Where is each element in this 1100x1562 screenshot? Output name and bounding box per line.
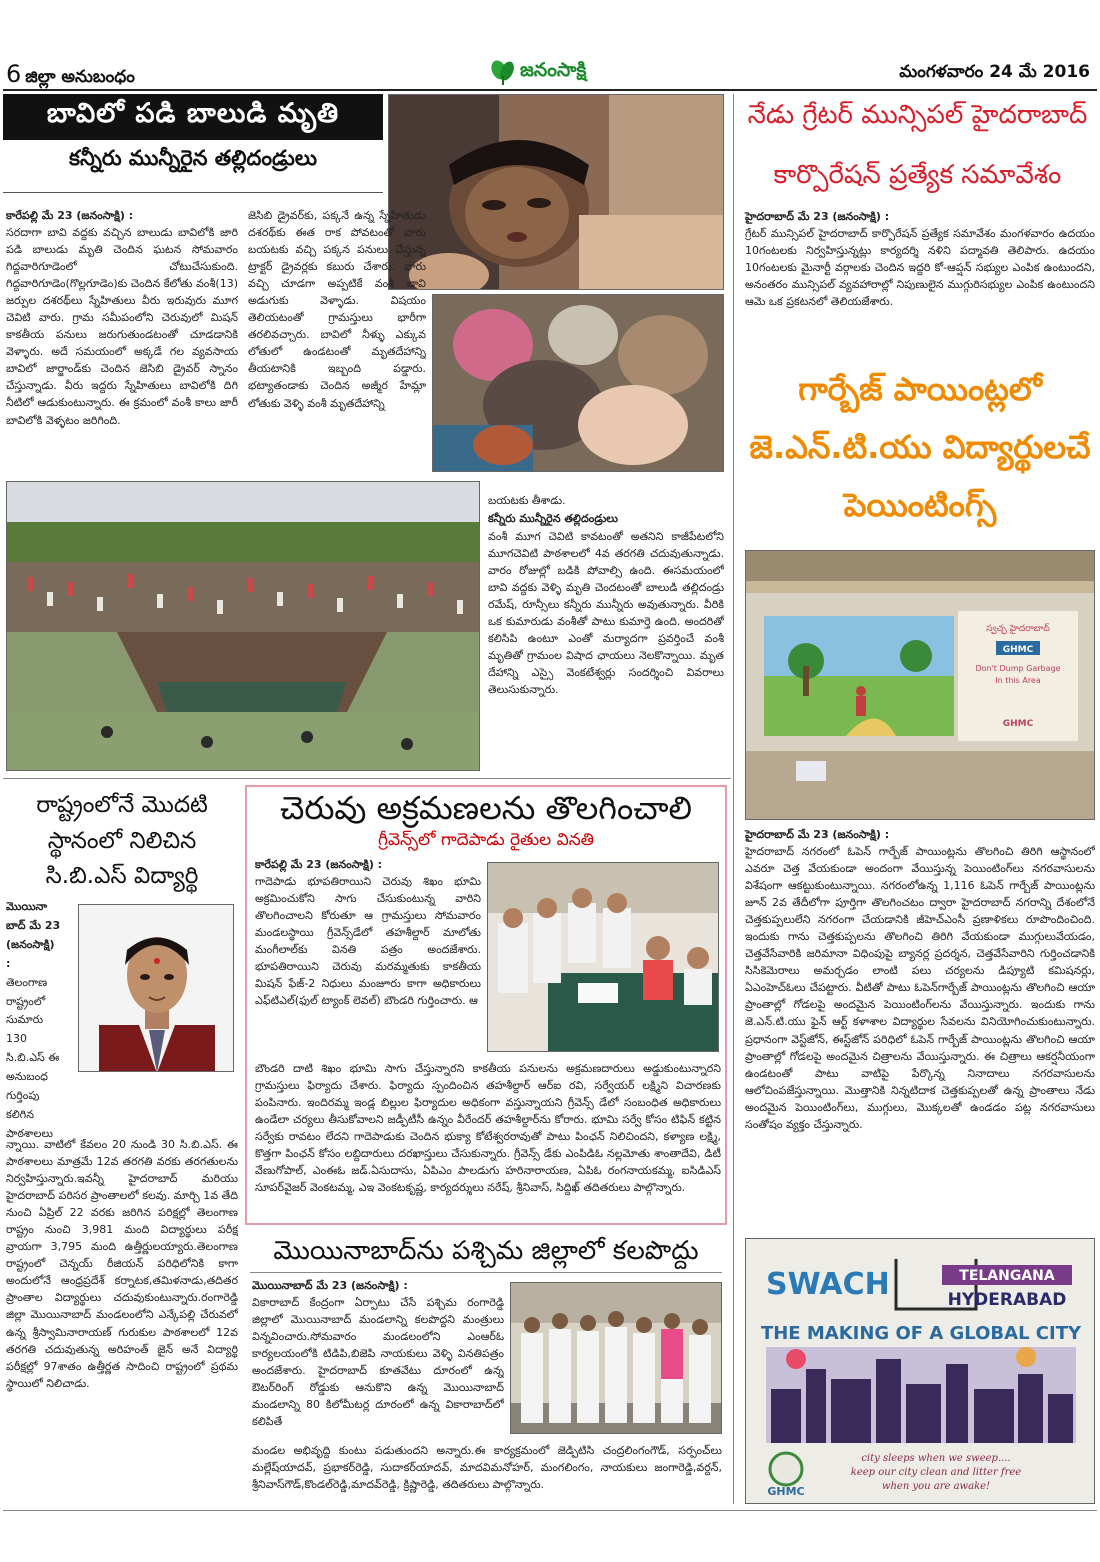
leaf-logo-icon — [490, 58, 516, 86]
ghmc-logo-text: GHMC — [767, 1485, 805, 1498]
lead-body-col2: జెసిబి డ్రైవర్‌కు, పక్కనే ఉన్న స్నేహితుడు దశరథ్‌కు ఈత రాక పోవటంతో వారు బయటకు వచ్చి పక్కన పనులు చేస్తున్న ట్రాక్టర్ డ్రైవర్లకు కబురు చేశారు. వారు వచ్చి చూడగా అప్పటికే వంశీ బావి అడుగుకు వెళ్ళాడు. విషయం తెలియటంతో గ్రామస్తులు భారీగా తరలివచ్చారు. బావిలో నీళ్ళు ఎక్కువ లోతులో ఉండటంతో మృతదేహాన్ని తీయటానికి ఇబ్బంది పడ్డారు. భట్యాతండాకు చెందిన అజ్మీర హేమ్లా లోతుకు వెళ్ళి వంశీ మృతదేహాన్ని — [248, 209, 426, 410]
column-divider — [733, 94, 734, 1504]
lead-body-col3: వంశీ మూగ చెవిటి కావటంతో అతనిని కాజీపేటలోని మూగచెవిటి పాఠశాలలో 4వ తరగతి చదువుతున్నాడు. వారం రోజుల్లో బడికి పోవాల్సి ఉంది. ఈసమయంలో బావి వద్దకు వెళ్ళి మృతి చెందటంతో బాలుడి తల్లిదండ్రు రమేష్, రూన్సీలు కన్నీరు మున్నీరు అవుతున్నారు. వీరికి ఒక కుమారుడు వంశీతో పాటు కుమార్తె ఉంది. అందరితో కలిసిపి ఉంటూ ఎంతో మర్యాదగా ప్రవర్తించే వంశీ మృతితో గ్రామంల విషాద ఛాయలు నెలకొన్నాయి. మృత దేహాన్ని ఎస్సై వెంకటేశ్వర్లు సందర్శించి వివరాలు తెలుసుకున్నారు. — [488, 530, 724, 697]
section-name: జిల్లా అనుబంధం — [25, 67, 135, 87]
painting-headline-line3: పెయింటింగ్స్ — [843, 486, 997, 524]
masthead-logo — [490, 56, 610, 88]
telangana-word: TELANGANA — [959, 1268, 1055, 1284]
ghmc-headline-line1: నేడు గ్రేటర్ మున్సిపల్ హైదరాబాద్ — [747, 100, 1088, 130]
slogan-line3: when you are awake! — [881, 1481, 991, 1492]
lead-photo-boy — [388, 94, 724, 290]
lead-headline: బావిలో పడి బాలుడి మృతి — [3, 94, 383, 140]
lead-photo-mourners — [432, 294, 724, 472]
cbse-side-text: మొయినా బాద్ మే 23 (జనంసాక్షి) : తెలంగాణ రాష్ట్రంలో సుమారు 130 సి.బి.ఎస్ ఈ అనుబంధ గుర్తింపు కలిగిన పాఠశాలలు — [6, 900, 61, 1140]
lead-subhead: కన్నీరు మున్నీరైన తల్లిదండ్రులు — [69, 146, 317, 170]
footer-rule — [3, 1510, 1097, 1511]
cbse-headline-line3: సి.బి.ఎస్ విద్యార్థి — [45, 863, 199, 890]
mural-ghmc-badge: GHMC — [1002, 645, 1034, 655]
mural-title: స్వచ్ఛ హైదరాబాద్ — [986, 624, 1050, 634]
lead-body-col1: సరదాగా బావి వద్దకు వచ్చిన బాలుడు బావిలోకి జారి పడి బాలుడు మృతి చెందిన ఘటన సోమవారం గిద్దవారిగూడెంలో చోటుచేసుకుంది. గిద్దవారిగూడెం(గొల్లగూడెం)కు చెందిన కేలోతు వంశీ(13) జర్పుల దశరథ్‌లు స్నేహితులు వీరు ఇరువురు మూగ చెవిటి వారు. గ్రామ సమీపంలోని చెరువులో మిషన్ కాకతీయ పనులు జరుగుతుండటంతో చూడడానికి వెళ్ళారు. అదే సమయంలో అక్కడే గల వ్యవసాయ బావిలో జార్జాండ్‌కు చెందిన జెసిబి డ్రైవర్ స్నానం చేస్తున్నాడు. వీరు ఇద్దరు స్నేహితులు బావిలోకి దిగి నీటిలో ఆడుకుంటున్నారు. ఈ క్రమంలో వంశీ కాలు జారీ బావిలోకి వెళ్ళటం జరిగింది. — [6, 226, 238, 427]
global-city-tagline: THE MAKING OF A GLOBAL CITY — [760, 1323, 1082, 1344]
hyderabad-word: HYDERABAD — [947, 1290, 1067, 1310]
moinabad-dateline: మొయినాబాద్ మే 23 (జనంసాక్షి) : — [252, 1279, 408, 1292]
painting-headline-line1: గార్బేజ్ పాయింట్లలో — [798, 370, 1042, 408]
cbse-headline — [6, 788, 238, 895]
painting-body: హైదరాబాద్ నగరంలో ఓపెన్ గార్బేజ్ పాయింట్లను తొలగించి తిరిగి ఆస్థానంలో ఎవరూ చెత్త వేయకుండా అందంగా వేయిస్తున్న పెయింటింగ్‌లు నగరవాసులను విశేషంగా ఆకట్టుకుంటున్నాయి. నగరంలోఉన్న 1,116 ఓపెన్ గార్బేజ్ పాయింట్లను జూన్ 2వ తేదీలోగా పూర్తిగా తొలగించటం ద్వారా హైదరాబాద్ నగరాన్ని దేశంలోనే చెత్తకుప్పలులేని నగరంగా చేయడానికి జీహెచ్ఎంసీ ప్రణాళికలు రూపొందించింది. ఇందుకు గాను చెత్తకుప్పలను తొలగించి తిరిగి వేయకుండా ముగ్గులువేయడం, చెత్తవేసేవారికి జరిమానా విధింపుపై బ్యానర్ల ప్రదర్శన, చెత్తవేసేవారిని గుర్తించడానికి సిసికెమెరాలు అమర్చడం లాంటి పలు చర్యలను డిప్యూటి కమిషనర్లు, ఏఎంహెచ్ఓలు చేపట్టారు. వీటితో పాటు ఓపెన్‌గార్బేజ్ పాయింట్లను తొలగించి ఆయా ప్రాంతాల్లో గోడలపై అందమైన పెయింటింగ్‌లను వేయిస్తున్నారు. ఇందుకు గాను జె.ఎన్.టి.యు ఫైన్ ఆర్ట్ కళాశాల విద్యార్థుల సేవలను వినియోగించుకుంటున్నారు. ప్రధానంగా వెస్ట్‌జోన్, ఈస్ట్‌జోన్ పరిధిలో ఓపెన్ గార్బేజ్ పాయింట్లను తొలగించి ఆయా ప్రాంతాల్లో గోడలపై అందమైన చిత్రాలను వేయిస్తున్నారు. ఈ చిత్రాలు ఆకర్షనీయంగా ఉండటంతో పాటు వాటిపై పేర్కొన్న నినాదాలు నగరవాసులను ఆలోచింపజేస్తున్నాయి. మొత్తానికి నిన్నటిదాక చెత్తకుప్పలతో ఉన్న ప్రాంతాలు నేడు అందమైన పెయింటింగ్‌లు, ముగ్గులు, మొక్కలతో ఉండడం పట్ల నగరవాసులు సంతోషం వ్యక్తం చేస్తున్నారు. — [745, 845, 1095, 1131]
moinabad-body-col: వికారాబాద్ కేంద్రంగా ఏర్పాటు చేసే పశ్చిమ రంగారెడ్డి జిల్లాలో మొయినాబాద్ మండలాన్ని కలపొద్దని మంత్రులు విన్నవించారు.సోమవారం మండలంలోని ఎంఆర్ఓ కార్యలయంలోకి టిడిపి,బిజెపి నాయకులు వెళ్ళి వినతిపత్రం అందజేశారు. హైదరాబాద్ కూతవేటు దూరంలో ఉన్న ఔటర్‌రింగ్ రోడ్డుకు ఆనుకొని ఉన్న మొయినాబాద్ మండలాన్ని 80 కిలోమీటర్ల దూరంలో ఉన్న వికారాబాద్‌లో కలిపితే — [252, 1296, 504, 1429]
grievance-photo — [487, 862, 719, 1052]
issue-date: మంగళవారం 24 మే 2016 — [899, 62, 1090, 82]
moinabad-headline: మొయినాబాద్‌ను పశ్చిమ జిల్లాలో కలపొద్దు — [273, 1236, 699, 1266]
moinabad-body: మండల అభివృద్ది కుంటు పడుతుందని అన్నారు.ఈ కార్యక్రమంలో జెడ్పిటిసి చంద్రలింగంగౌడ్, సర్పంచ్‌లు మల్లేష్‌యాదవ్, ప్రభాకర్‌రెడ్డి, సుదాకర్‌యాదవ్, మాదవిమనోహర్, మంగలింగం, నాయకులు జంగారెడ్డి,వర్దన్, శ్రీనివాస్‌గౌడ్,కొండల్‌రెడ్డి,మాదవ్‌రెడ్డి, క్రిష్ణారెడ్డి, తదితరులు పాల్గొన్నారు. — [252, 1444, 722, 1492]
cheruvu-body-col: గాదెపాడు భూపతిరాయిని చెరువు శిఖం భూమి అక్రమించుకోని సాగు చేసుకుంటున్న వారిని తొలగించాలని కోరుతూ ఆ గ్రామస్తులు సోమవారం మండలస్థాయి గ్రీవెన్స్‌డేలో తహశీల్దార్ మాలోతు మంగీలాల్‌కు వినతి పత్రం అందజేశారు. భూపతిరాయిని చెరువు మరమ్మతుకు కాకతీయ మిషన్ ఫేజ్-2 నిధులు మంజూరు కాగా అధికారులు ఎఫ్‌టిఎల్(ఫుల్ ట్యాంక్ లెవల్) బౌండరి గుర్తించారు. ఆ — [255, 875, 481, 1008]
slogan-line2: keep our city clean and litter free — [850, 1467, 1022, 1478]
lead-col3-subhead: కన్నీరు మున్నీరైన తల్లిదండ్రులు — [488, 512, 618, 525]
swach-word: SWACH — [766, 1267, 890, 1302]
lead-dateline: కారేపల్లి మే 23 (జనంసాక్షి) : — [6, 209, 134, 222]
lead-body-col3-intro: బయటకు తీశాడు. — [488, 494, 566, 507]
cbse-body: న్నాయి. వాటిలో కేవలం 20 నుండి 30 సి.బి.ఎస్. ఈ పాఠశాలలు మాత్రమే 12వ తరగతి వరకు తరగతులను నిర్వహిస్తున్నారు.ఇవన్నీ హైదరాబాద్ మరియు హైదరాబాద్ పరిసర ప్రాంతాలలో కలవు. మార్చి 1వ తేది నుంచి ఏప్రిల్ 22 వరకు జరిగిన పరిక్షల్లో తెలంగాణ రాష్ట్రం నుంచి 3,981 మంది విద్యార్థులు పరీక్ష వ్రాయగా 3,795 మంది ఉత్తీర్ణులయ్యారు.తెలంగాణ రాష్ట్రంలో చెన్నయ్ రీజియన్ పరిధిలోనికి కాగా అందులోనే ఆంధ్రప్రదేశ్ కర్నాటక,తమిళనాడు,తదితర ప్రాంతాల విద్యార్థులు చదువుకుంటున్నారు.రంగారెడ్డి జిల్లా మొయినాబాద్ మండలంలోని ఎన్కేపల్లి చేరువలో ఉన్న శ్రీస్వామినారాయణ్ గురుకుల పాఠశాలలో 12వ తరగతి చదువుతున్న అరిహంత్ జైన్ అనే విద్యార్థి పరీక్షల్లో 97శాతం ఉత్తీర్ణత సాదించి రాష్ట్రంలో ప్రథమ స్థాయిలో నిలిచాడు. — [6, 1138, 238, 1390]
lead-photo-crowd — [6, 481, 480, 771]
cheruvu-subhead: గ్రీవెన్స్‌లో గాదెపాడు రైతుల వినతి — [378, 830, 594, 850]
mural-text-line1: Don't Dump Garbage — [975, 664, 1061, 673]
mural-photo — [745, 550, 1095, 820]
painting-dateline: హైదరాబాద్ మే 23 (జనంసాక్షి) : — [745, 828, 890, 841]
lead-subhead-rule — [3, 192, 383, 193]
ghmc-body: గ్రేటర్ మున్సిపల్ హైదరాబాద్ కార్పొరేషన్ ప్రత్యేక సమావేశం మంగళవారం ఉదయం 10గంటలకు నిర్వహిస్తున్నట్లు కార్యదర్శి నళిని పద్మావతి తెలిపారు. ఉదయం 10గంటలకు మైనార్టీ వర్గాలకు చెందిన ఇద్దరి కో-ఆప్షన్ సభ్యుల ఎంపిక ఉంటుందని, అనంతరం మున్సిపల్ వ్యవహారాల్లో నిపుణులైన ముగ్గురిసభ్యుల ఎంపిక ఉంటుందని ఆమె ఒక ప్రకటనలో తెలియజేశారు. — [745, 227, 1095, 309]
cheruvu-dateline: కారేపల్లి మే 23 (జనంసాక్షి) : — [255, 858, 383, 871]
brand-name: జనంసాక్షి — [520, 58, 587, 81]
cbse-headline-line2: స్థానంలో నిలిచిన — [47, 827, 197, 854]
ghmc-headline-line2: కార్పొరేషన్ ప్రత్యేక సమావేశం — [773, 160, 1062, 190]
moinabad-photo — [510, 1282, 722, 1434]
slogan-line1: city sleeps when we sweep.... — [861, 1453, 1011, 1464]
cbse-headline-line1: రాష్ట్రంలోనే మొదటి — [36, 792, 208, 818]
cheruvu-body: బౌండరి దాటి శిఖం భూమి సాగు చేస్తున్నారని కాకతీయ పనులను అక్రమణదారులు అడ్డుకుంటున్నారని గ్రామస్తులు ఫిర్యాదు చేశారు. ఫిర్యాదు స్పందించిన తహశీల్దార్ ఆర్‌ఐ రవి, సర్వేయర్ లక్ష్మిని విచారణకు పంపినారు. ఇందిరమ్మ ఇండ్ల బిల్లుల ఫిర్యాదుల అధికంగా వస్తున్నాయని గ్రీవెన్స్ డేలో సంబంధిత అధికారులు ఉండేలా చర్యలు తీసుకోవాలని జడ్పీటీసీ ఉన్నం వీరేందర్ తహశీల్దార్‌ను కోరారు. భూమి సర్వే కోసం టిఫిన్ కట్టిన సర్వేకు రావటం లేదని గాదెపాడుకు చెందిన భుక్యా కోటేశ్వరరావుతో పాటు పింఛన్ నిలిచిందని, కళ్యాణ లక్ష్మి, కొత్తగా పింఛన్ కోసం లబ్దిదారులు దరఖాస్తులు చేసుకున్నారు. గ్రీవెన్స్ డేకు ఎంపిడిఓ నల్లమోతు శాంతాదేవి, డిటీ వేణుగోపాల్, ఎంఈఓ జడ్.ఏసుదాసు, ఏపిఎం పాలడుగు హరినారాయణ, ఏపిఓ రంగనాయకమ్మ, ఐసిడిఎస్ సూపర్‌వైజర్ వెంకటమ్మ, ఎఇ వెంకటకృష్ణ, కార్యదర్శులు నరేష్, శ్రీనివాస్, సిద్దిఖ్ తదితరులు పాల్గొన్నారు. — [255, 1062, 721, 1195]
swach-hyderabad-photo — [745, 1238, 1095, 1504]
moinabad-rule — [250, 1272, 722, 1273]
page-number: 6 — [6, 60, 22, 88]
lead-bottom-rule — [3, 778, 731, 779]
ghmc-dateline: హైదరాబాద్ మే 23 (జనంసాక్షి) : — [745, 210, 890, 223]
mural-text-line2: In this Area — [995, 676, 1041, 685]
header-rule — [3, 89, 1097, 91]
student-photo — [78, 904, 234, 1072]
page-header-left — [6, 60, 135, 91]
cheruvu-headline: చెరువు అక్రమణలను తొలగించాలి — [280, 789, 692, 827]
mural-ghmc-footer: GHMC — [1002, 719, 1034, 729]
painting-headline-line2: జె.ఎన్.టి.యు విద్యార్థులచే — [749, 428, 1091, 466]
